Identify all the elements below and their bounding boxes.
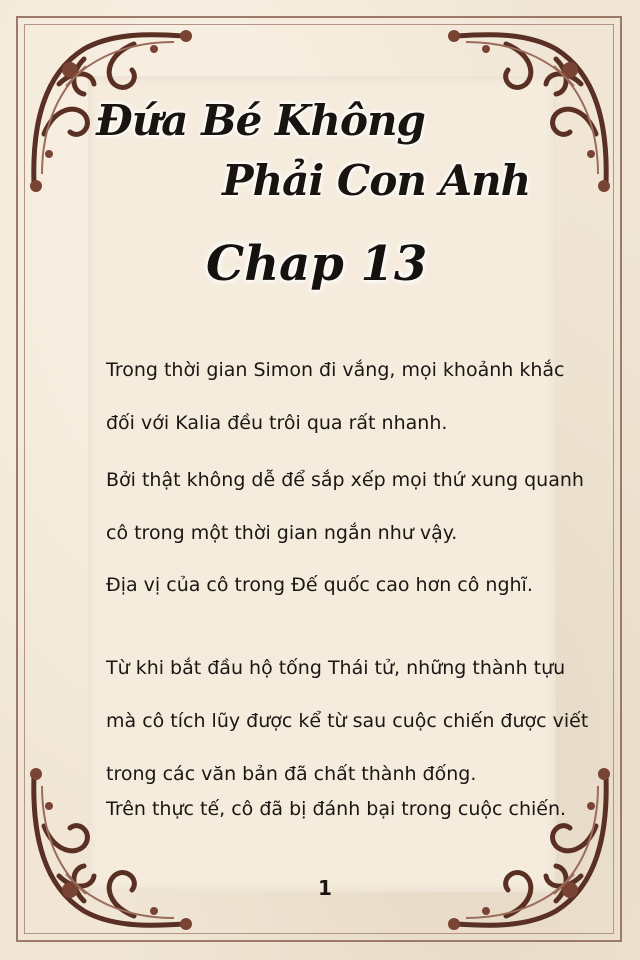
paragraph bbox=[106, 454, 584, 560]
text-line: Trong thời gian Simon đi vắng, mọi khoảnh khắc bbox=[106, 359, 565, 381]
story-title bbox=[94, 86, 554, 236]
chapter-heading: Chap 13 bbox=[206, 236, 428, 292]
page-number: 1 bbox=[318, 876, 332, 900]
paragraph bbox=[106, 642, 589, 801]
paragraph bbox=[106, 344, 576, 450]
story-title-line2: Phải Con Anh bbox=[222, 156, 531, 205]
text-line: đối với Kalia đều trôi qua rất nhanh. bbox=[106, 412, 448, 434]
text-line: mà cô tích lũy được kể từ sau cuộc chiến được viết bbox=[106, 710, 589, 732]
paragraph: Trên thực tế, cô đã bị đánh bại trong cuộc chiến. bbox=[106, 798, 567, 820]
paragraph: Địa vị của cô trong Đế quốc cao hơn cô nghĩ. bbox=[106, 574, 533, 596]
text-line: trong các văn bản đã chất thành đống. bbox=[106, 763, 477, 785]
text-line: Bởi thật không dễ để sắp xếp mọi thứ xung quanh bbox=[106, 469, 584, 491]
story-title-line1: Đứa Bé Không bbox=[96, 96, 425, 145]
text-line: cô trong một thời gian ngắn như vậy. bbox=[106, 522, 458, 544]
text-line: Từ khi bắt đầu hộ tống Thái tử, những thành tựu bbox=[106, 657, 566, 679]
